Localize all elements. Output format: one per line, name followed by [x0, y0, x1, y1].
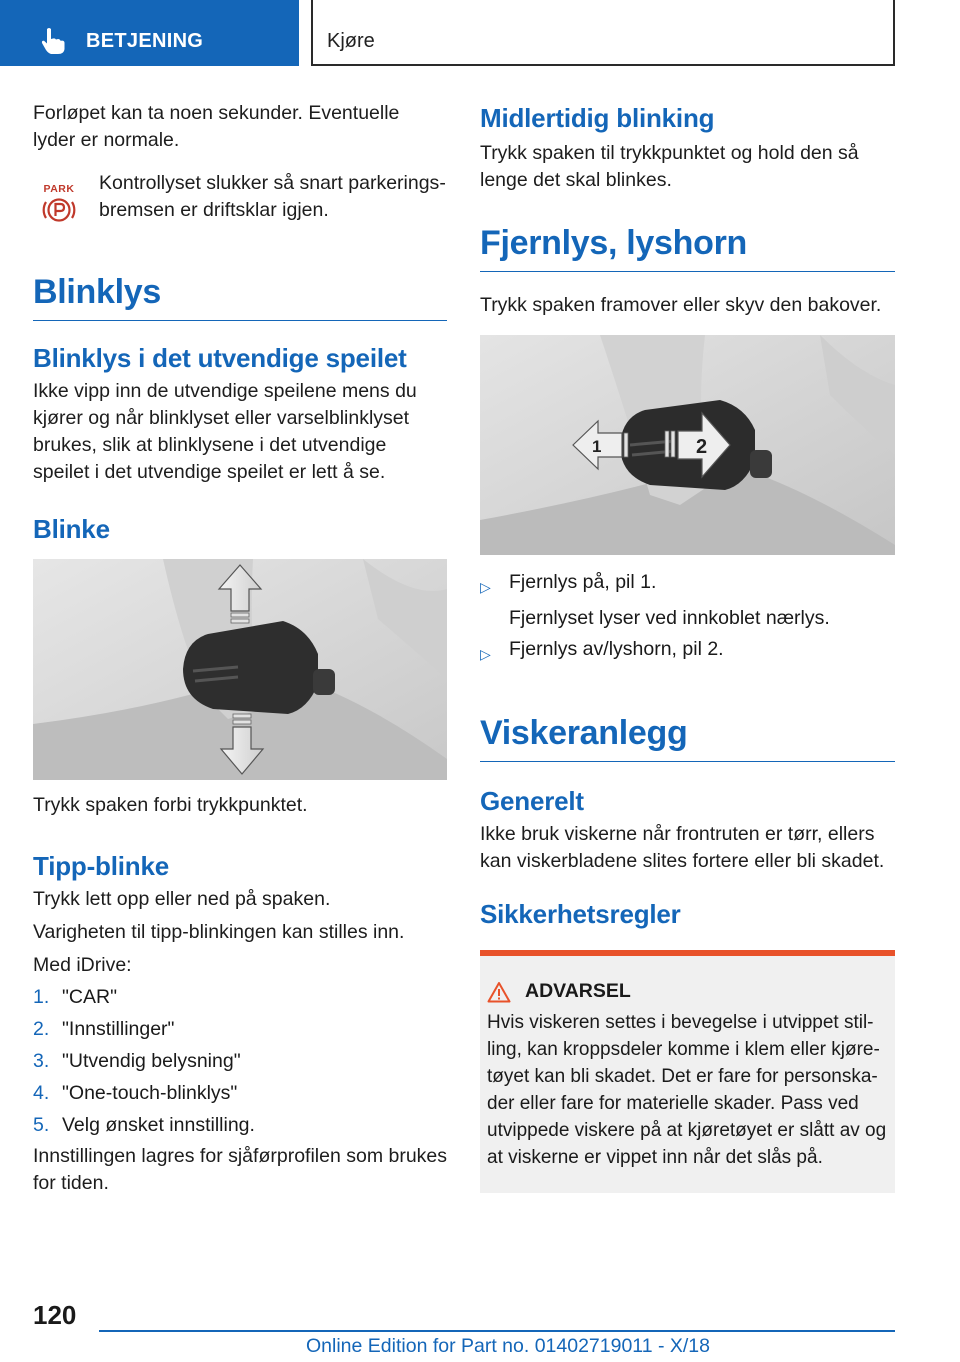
- arrow-label-1: 1: [592, 437, 602, 456]
- section-tab[interactable]: [0, 0, 299, 66]
- triangle-bullet-icon: ▷: [480, 646, 491, 662]
- heading-fjernlys: Fjernlys, lyshorn: [480, 224, 895, 272]
- warning-title: ADVARSEL: [525, 980, 631, 1002]
- generelt-text: Ikke bruk viskerne når frontruten er tørr, ellers kan viskerbladene slites fortere eller bli skadet.: [480, 823, 885, 872]
- section-title: BETJENING: [86, 30, 204, 52]
- park-icon-label: PARK: [43, 183, 75, 195]
- warning-triangle-icon: [487, 981, 511, 1003]
- high-beam-illustration: [480, 335, 895, 555]
- chapter-header: [311, 0, 895, 66]
- right-column: [480, 100, 895, 1193]
- high-beam-list: [480, 569, 895, 668]
- midl-text: Trykk spaken til trykkpunktet og hold den så lenge det skal blinkes.: [480, 142, 859, 191]
- heading-mirror-indicators: Blinklys i det utvendige speilet: [33, 343, 407, 373]
- fjern-text: Trykk spaken framover eller skyv den bakover.: [480, 294, 882, 316]
- list-item: 2. "Innstillinger": [33, 1018, 175, 1040]
- list-item: 1. "CAR": [33, 986, 118, 1008]
- heading-blinke: Blinke: [33, 514, 110, 544]
- list-item: 5. Velg ønsket innstilling.: [33, 1114, 255, 1136]
- heading-viskeranlegg: Viskeranlegg: [480, 714, 895, 762]
- mirror-text: Ikke vipp inn de utvendige speilene mens du kjører og når blinklyset eller varselblinklyset brukes, slik at blinklysene i det utvendige speilet i det utvendige speilet er lett å se.: [33, 380, 417, 483]
- list-item: 4. "One-touch-blinklys": [33, 1082, 238, 1104]
- heading-sikkerhetsregler: Sikkerhetsregler: [480, 899, 681, 929]
- park-note-text: Kontrollyset slukker så snart parkeringsbremsen er driftsklar igjen.: [99, 172, 446, 221]
- list-item: 3. "Utvendig belysning": [33, 1050, 241, 1072]
- turn-signal-illustration: [33, 559, 447, 780]
- list-item-sub: Fjernlyset lyser ved innkoblet nærlys.: [509, 607, 830, 629]
- warning-text: Hvis viskeren settes i bevegelse i utvippet stilling, kan kroppsdeler komme i klem eller kjøretøyet kan bli skadet. Det er fare for personskader eller fare for materielle skader. Pass ved utvippede viskere på at kjøretøyet er slått av og at viskerne er vippet inn når det slås på.: [487, 1012, 887, 1168]
- hand-pointer-icon: [38, 26, 68, 56]
- triangle-bullet-icon: ▷: [480, 579, 491, 595]
- park-note: [33, 170, 447, 231]
- footer-edition: Online Edition for Part no. 01402719011 - X/18: [306, 1335, 710, 1357]
- chapter-title: Kjøre: [327, 30, 375, 52]
- idrive-steps: [33, 984, 447, 1139]
- list-item: ▷ Fjernlys på, pil 1.: [480, 569, 895, 601]
- tipp-text-3: Med iDrive:: [33, 954, 132, 976]
- arrow-label-2: 2: [696, 436, 708, 458]
- blinke-text: Trykk spaken forbi trykkpunktet.: [33, 794, 308, 816]
- heading-midlertidig: Midlertidig blinking: [480, 103, 715, 133]
- left-column: [33, 100, 447, 1197]
- warning-box: [480, 950, 895, 1193]
- tipp-text-2: Varigheten til tipp-blinkingen kan stilles inn.: [33, 921, 405, 943]
- tipp-text-1: Trykk lett opp eller ned på spaken.: [33, 888, 331, 910]
- parking-brake-icon: [33, 182, 85, 226]
- footer-divider: [99, 1330, 895, 1332]
- saved-text: Innstillingen lagres for sjåførprofilen som brukes for tiden.: [33, 1145, 448, 1194]
- list-item: ▷ Fjernlys av/lyshorn, pil 2.: [480, 636, 895, 668]
- heading-blinklys: Blinklys: [33, 273, 447, 321]
- heading-tipp-blinke: Tipp-blinke: [33, 851, 169, 881]
- page-number: 120: [33, 1300, 77, 1330]
- heading-generelt: Generelt: [480, 786, 584, 816]
- intro-text: Forløpet kan ta noen sekunder. Eventuelle lyder er normale.: [33, 102, 400, 151]
